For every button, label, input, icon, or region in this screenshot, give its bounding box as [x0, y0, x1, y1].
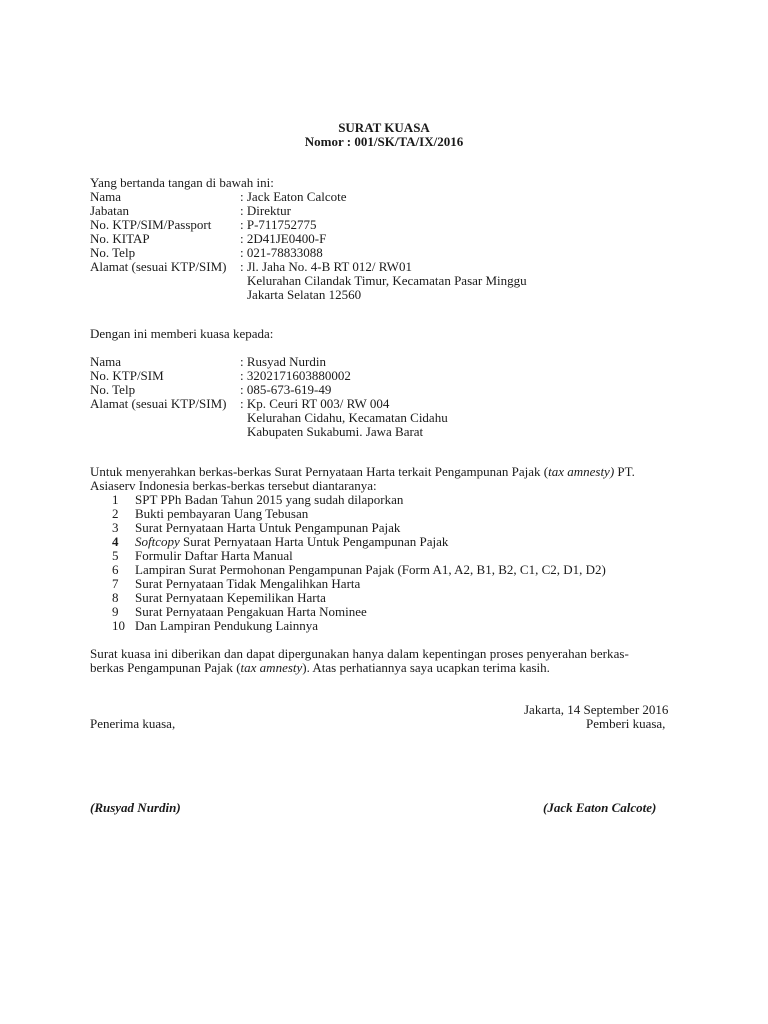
grantor-address-line: Kelurahan Cilandak Timur, Kecamatan Pasar Minggu [247, 273, 527, 288]
list-item-number: 2 [112, 506, 119, 521]
grantor-label: Jabatan [90, 203, 129, 218]
list-item-number: 6 [112, 562, 119, 577]
purpose-text-end: PT. [614, 464, 635, 479]
grantor-value: : Jl. Jaha No. 4-B RT 012/ RW01 [240, 259, 412, 274]
list-item-number: 7 [112, 576, 119, 591]
list-item-text: Surat Pernyataan Harta Untuk Pengampunan Pajak [179, 534, 449, 549]
grantor-value: : Direktur [240, 203, 291, 218]
grantor-value: : Jack Eaton Calcote [240, 189, 347, 204]
purpose-line [90, 465, 635, 479]
place-date: Jakarta, 14 September 2016 [524, 702, 669, 717]
closing-text: berkas Pengampunan Pajak ( [90, 660, 241, 675]
grant-intro-text: Dengan ini memberi kuasa kepada: [90, 326, 274, 341]
list-item: Lampiran Surat Permohonan Pengampunan Pajak (Form A1, A2, B1, B2, C1, C2, D1, D2) [135, 562, 606, 577]
list-item-italic: Softcopy [135, 534, 180, 549]
grantee-label: Nama [90, 354, 122, 369]
list-item: Bukti pembayaran Uang Tebusan [135, 506, 309, 521]
list-item: Formulir Daftar Harta Manual [135, 548, 293, 563]
list-item: Surat Pernyataan Pengakuan Harta Nominee [135, 604, 367, 619]
receiver-signature-name: (Rusyad Nurdin) [90, 800, 181, 815]
grantor-label: No. KTP/SIM/Passport [90, 217, 212, 232]
list-item-number: 9 [112, 604, 119, 619]
grantee-value: : 085-673-619-49 [240, 382, 332, 397]
list-item-number: 10 [112, 618, 125, 633]
list-item: Surat Pernyataan Kepemilikan Harta [135, 590, 326, 605]
grantor-value: : 021-78833088 [240, 245, 323, 260]
giver-label: Pemberi kuasa, [586, 716, 666, 731]
list-item: SPT PPh Badan Tahun 2015 yang sudah dilaporkan [135, 492, 404, 507]
grantee-label: No. Telp [90, 382, 136, 397]
list-item-number: 1 [112, 492, 119, 507]
list-item-number: 5 [112, 548, 119, 563]
closing-line-2 [90, 661, 550, 675]
intro-text: Yang bertanda tangan di bawah ini: [90, 175, 274, 190]
list-item: Dan Lampiran Pendukung Lainnya [135, 618, 319, 633]
list-item: Surat Pernyataan Tidak Mengalihkan Harta [135, 576, 361, 591]
closing-text-end: ). Atas perhatiannya saya ucapkan terima kasih. [302, 660, 550, 675]
purpose-italic-text: tax amnesty) [548, 464, 615, 479]
grantor-label: Nama [90, 189, 122, 204]
grantor-label: No. KITAP [90, 231, 150, 246]
grantor-label: No. Telp [90, 245, 136, 260]
list-item-number: 8 [112, 590, 119, 605]
grantor-label: Alamat (sesuai KTP/SIM) [90, 259, 227, 274]
closing-line-1: Surat kuasa ini diberikan dan dapat dipergunakan hanya dalam kepentingan proses penyerahan berkas- [90, 646, 629, 661]
grantor-value: : P-711752775 [240, 217, 317, 232]
document-number: Nomor : 001/SK/TA/IX/2016 [304, 134, 464, 149]
grantee-value: : 3202171603880002 [240, 368, 351, 383]
purpose-line-2: Asiaserv Indonesia berkas-berkas tersebut diantaranya: [90, 478, 377, 493]
receiver-label: Penerima kuasa, [90, 716, 176, 731]
giver-signature-name: (Jack Eaton Calcote) [543, 800, 657, 815]
purpose-text: Untuk menyerahkan berkas-berkas Surat Pernyataan Harta terkait Pengampunan Pajak ( [90, 464, 549, 479]
list-item [135, 535, 448, 549]
grantee-value: : Kp. Ceuri RT 003/ RW 004 [240, 396, 390, 411]
list-item: Surat Pernyataan Harta Untuk Pengampunan Pajak [135, 520, 401, 535]
grantor-address-line: Jakarta Selatan 12560 [247, 287, 362, 302]
grantee-value: : Rusyad Nurdin [240, 354, 326, 369]
grantee-address-line: Kelurahan Cidahu, Kecamatan Cidahu [247, 410, 448, 425]
list-item-number: 4 [112, 534, 119, 549]
grantor-value: : 2D41JE0400-F [240, 231, 327, 246]
document-title: SURAT KUASA [338, 120, 430, 135]
grantee-label: Alamat (sesuai KTP/SIM) [90, 396, 227, 411]
grantee-address-line: Kabupaten Sukabumi. Jawa Barat [247, 424, 424, 439]
grantee-label: No. KTP/SIM [90, 368, 164, 383]
list-item-number: 3 [112, 520, 119, 535]
closing-italic-text: tax amnesty [240, 660, 303, 675]
